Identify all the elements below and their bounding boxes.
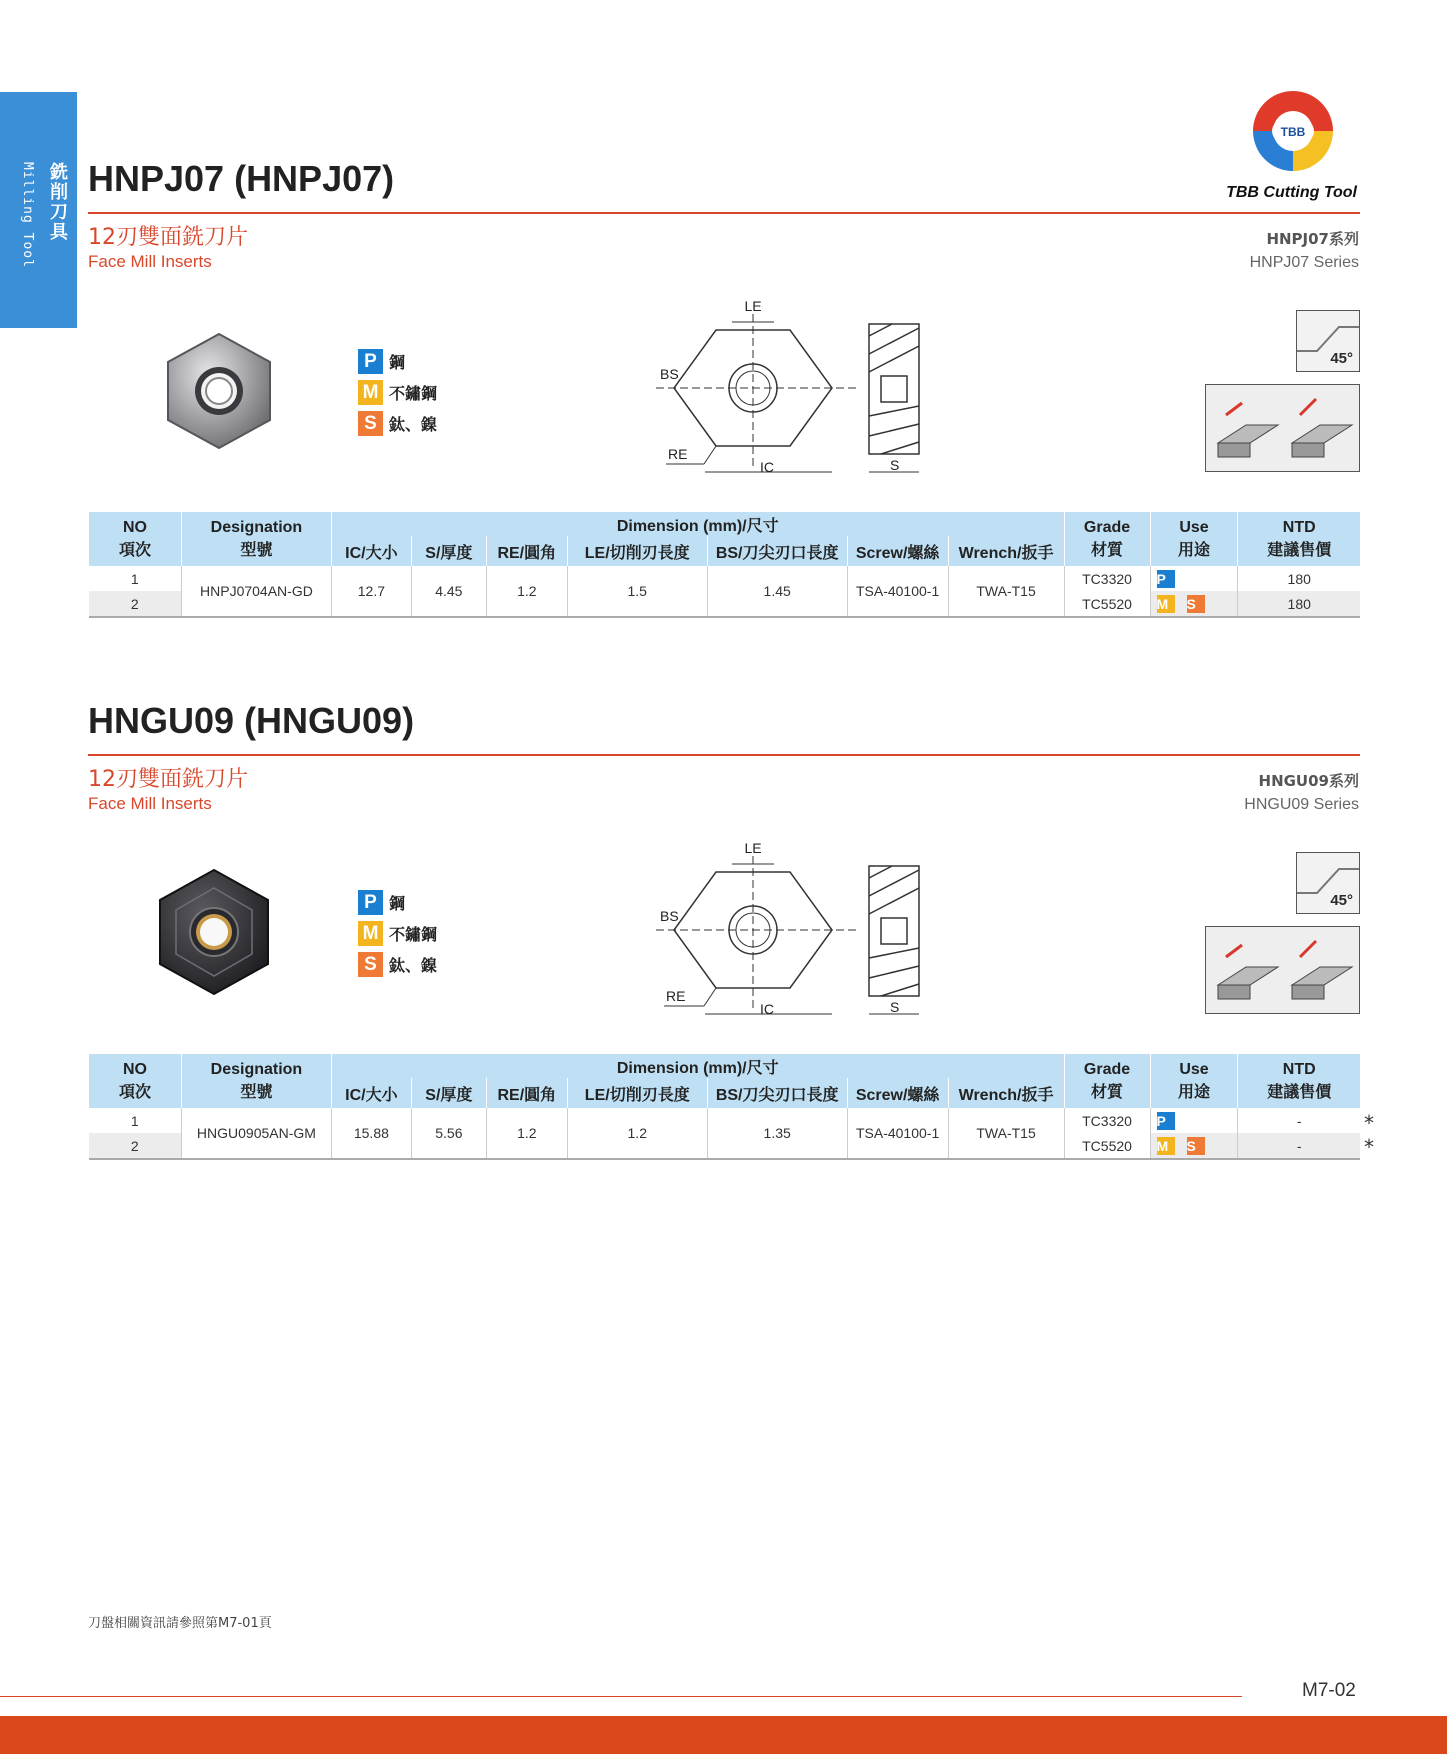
cell-grade: TC3320 xyxy=(1064,566,1150,591)
m-badge: M xyxy=(358,380,383,405)
th-re: RE/圓角 xyxy=(486,536,567,566)
cell-ic: 15.88 xyxy=(331,1108,411,1159)
bs-label: BS xyxy=(660,366,679,382)
spec-table-hngu09 xyxy=(88,1054,1360,1160)
th-no: NO 項次 xyxy=(89,1054,182,1108)
p-badge: P xyxy=(1157,1112,1175,1130)
cell-no: 1 xyxy=(130,570,139,587)
legend-item-p xyxy=(358,887,437,918)
th-use: Use 用途 xyxy=(1150,1054,1238,1108)
cell-screw: TSA-40100-1 xyxy=(847,1108,948,1159)
th-ic: IC/大小 xyxy=(331,536,411,566)
legend-label: 鈦、鎳 xyxy=(389,415,438,434)
th-wrench: Wrench/扳手 xyxy=(948,1078,1064,1108)
cell-wrench: TWA-T15 xyxy=(948,566,1064,617)
cell-grade: TC5520 xyxy=(1064,1133,1150,1159)
angle-value: 45° xyxy=(1330,350,1353,367)
cell-s: 5.56 xyxy=(411,1108,486,1159)
spec-table-hnpj07 xyxy=(88,512,1360,618)
legend-label: 鋼 xyxy=(389,353,406,372)
th-re: RE/圓角 xyxy=(486,1078,567,1108)
s-label: S xyxy=(890,457,900,473)
m-badge: M xyxy=(1157,1137,1175,1155)
p-badge: P xyxy=(358,890,383,915)
legend-label: 鈦、鎳 xyxy=(389,956,438,975)
cell-s: 4.45 xyxy=(411,566,486,617)
th-le: LE/切削刃長度 xyxy=(567,536,707,566)
price-note-star: * xyxy=(1364,1111,1374,1135)
insert-photo-hnpj07 xyxy=(158,330,280,452)
th-designation: Designation 型號 xyxy=(181,1054,331,1108)
page-number: M7-02 xyxy=(1302,1680,1356,1701)
cell-use xyxy=(1150,1133,1238,1159)
cell-designation: HNGU0905AN-GM xyxy=(181,1108,331,1159)
cell-re: 1.2 xyxy=(486,1108,567,1159)
legend-item-p xyxy=(358,346,437,377)
th-bs: BS/刀尖刃口長度 xyxy=(707,536,847,566)
cell-designation: HNPJ0704AN-GD xyxy=(181,566,331,617)
section-subtitle-zh: 12刃雙面銑刀片 xyxy=(88,767,248,792)
cell-screw: TSA-40100-1 xyxy=(847,566,948,617)
material-legend xyxy=(358,346,437,439)
cell-no: 2 xyxy=(89,1133,182,1159)
s-badge: S xyxy=(358,411,383,436)
legend-item-m xyxy=(358,377,437,408)
th-designation: Designation 型號 xyxy=(181,512,331,566)
le-label: LE xyxy=(744,840,762,856)
table-row xyxy=(89,1108,1361,1133)
cell-grade: TC5520 xyxy=(1064,591,1150,617)
table-row xyxy=(89,566,1361,591)
section-subtitle-zh: 12刃雙面銑刀片 xyxy=(88,225,248,250)
ic-label: IC xyxy=(760,459,774,475)
footer-bar xyxy=(0,1716,1447,1754)
th-s: S/厚度 xyxy=(411,1078,486,1108)
angle-value: 45° xyxy=(1330,892,1353,909)
section-divider xyxy=(88,212,1360,214)
approach-angle-box xyxy=(1296,852,1360,914)
cell-ic: 12.7 xyxy=(331,566,411,617)
section-divider xyxy=(88,754,1360,756)
series-zh: HNGU09系列 xyxy=(1258,772,1359,790)
section-title: HNGU09 (HNGU09) xyxy=(88,700,415,741)
m-badge: M xyxy=(358,921,383,946)
s-badge: S xyxy=(1187,595,1205,613)
th-bs: BS/刀尖刃口長度 xyxy=(707,1078,847,1108)
dimension-drawing-hnpj07 xyxy=(656,296,936,476)
p-badge: P xyxy=(358,349,383,374)
cell-use xyxy=(1150,1108,1238,1133)
ic-label: IC xyxy=(760,1001,774,1017)
cell-grade: TC3320 xyxy=(1064,1108,1150,1133)
legend-label: 不鏽鋼 xyxy=(389,384,438,403)
cell-ntd: 180 xyxy=(1238,591,1360,617)
milling-operation-box xyxy=(1205,384,1360,472)
th-ntd: NTD 建議售價 xyxy=(1238,1054,1360,1108)
th-wrench: Wrench/扳手 xyxy=(948,536,1064,566)
cell-ntd: - xyxy=(1238,1133,1360,1159)
section-subtitle-en: Face Mill Inserts xyxy=(88,794,212,813)
cell-bs: 1.35 xyxy=(707,1108,847,1159)
legend-item-s xyxy=(358,408,437,439)
cell-no: 1 xyxy=(130,1112,139,1129)
cell-use xyxy=(1150,566,1238,591)
m-badge: M xyxy=(1157,595,1175,613)
logo-text: TBB xyxy=(1280,125,1306,139)
cell-use xyxy=(1150,591,1238,617)
p-badge: P xyxy=(1157,570,1175,588)
bs-label: BS xyxy=(660,908,679,924)
re-label: RE xyxy=(668,446,688,462)
th-s: S/厚度 xyxy=(411,536,486,566)
re-label: RE xyxy=(666,988,686,1004)
material-legend xyxy=(358,887,437,980)
series-en: HNGU09 Series xyxy=(1244,796,1359,813)
th-use: Use 用途 xyxy=(1150,512,1238,566)
th-le: LE/切削刃長度 xyxy=(567,1078,707,1108)
s-label: S xyxy=(890,999,900,1015)
th-dimension: Dimension (mm)/尺寸 xyxy=(331,1054,1064,1078)
th-screw: Screw/螺絲 xyxy=(847,1078,948,1108)
cell-re: 1.2 xyxy=(486,566,567,617)
cell-ntd: 180 xyxy=(1238,566,1360,591)
category-en: Milling Tool xyxy=(20,162,35,268)
sidebar-category-tab xyxy=(0,92,77,328)
legend-item-s xyxy=(358,949,437,980)
tbb-logo xyxy=(1248,86,1338,176)
category-zh: 銑削刀具 xyxy=(47,162,68,242)
price-note-star: * xyxy=(1364,1135,1374,1159)
dimension-drawing-hngu09 xyxy=(656,838,936,1018)
th-ntd: NTD 建議售價 xyxy=(1238,512,1360,566)
th-grade: Grade 材質 xyxy=(1064,1054,1150,1108)
cell-wrench: TWA-T15 xyxy=(948,1108,1064,1159)
th-dimension: Dimension (mm)/尺寸 xyxy=(331,512,1064,536)
footer-divider xyxy=(0,1696,1242,1697)
series-zh: HNPJ07系列 xyxy=(1266,230,1359,248)
th-grade: Grade 材質 xyxy=(1064,512,1150,566)
legend-item-m xyxy=(358,918,437,949)
s-badge: S xyxy=(358,952,383,977)
le-label: LE xyxy=(744,298,762,314)
cell-le: 1.2 xyxy=(567,1108,707,1159)
insert-photo-hngu09 xyxy=(148,866,280,998)
section-subtitle-en: Face Mill Inserts xyxy=(88,252,212,271)
th-screw: Screw/螺絲 xyxy=(847,536,948,566)
series-en: HNPJ07 Series xyxy=(1249,254,1359,271)
s-badge: S xyxy=(1187,1137,1205,1155)
legend-label: 鋼 xyxy=(389,894,406,913)
section-title: HNPJ07 (HNPJ07) xyxy=(88,158,395,199)
cell-no: 2 xyxy=(89,591,182,617)
cell-le: 1.5 xyxy=(567,566,707,617)
brand-name: TBB Cutting Tool xyxy=(1226,184,1357,201)
footnote: 刀盤相關資訊請參照第M7-01頁 xyxy=(88,1616,272,1631)
legend-label: 不鏽鋼 xyxy=(389,925,438,944)
cell-bs: 1.45 xyxy=(707,566,847,617)
cell-ntd: - xyxy=(1238,1108,1360,1133)
th-ic: IC/大小 xyxy=(331,1078,411,1108)
th-no: NO 項次 xyxy=(89,512,182,566)
milling-operation-box xyxy=(1205,926,1360,1014)
approach-angle-box xyxy=(1296,310,1360,372)
